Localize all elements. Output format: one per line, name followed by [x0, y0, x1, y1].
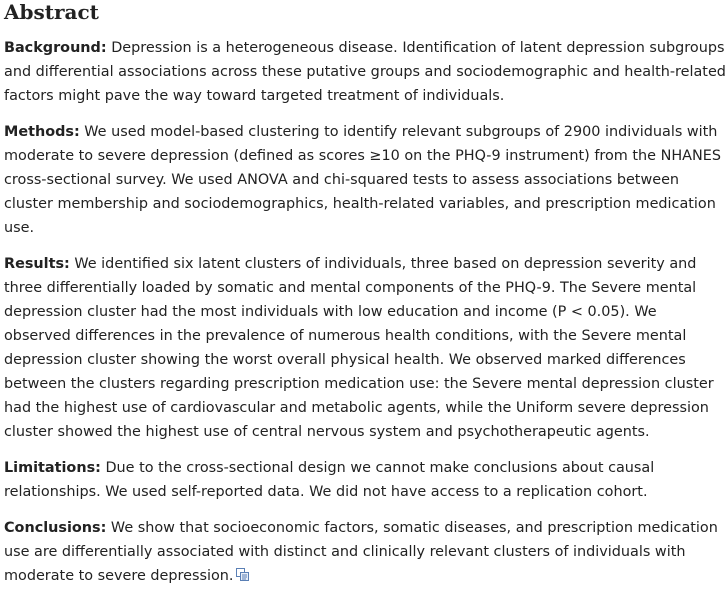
methods-paragraph [4, 120, 726, 240]
background-text: Depression is a heterogeneous disease. Identification of latent depression subgroups and differential associations across these putative groups and sociodemographic and health-related factors might pave the way toward targeted treatment of individuals. [4, 40, 726, 104]
conclusions-paragraph [4, 516, 726, 588]
abstract-heading: Abstract [4, 0, 99, 24]
methods-label: Methods: [4, 124, 80, 140]
conclusions-label: Conclusions: [4, 520, 107, 536]
methods-text: We used model-based clustering to identify relevant subgroups of 2900 individuals with moderate to severe depression (defined as scores ≥10 on the PHQ-9 instrument) from the NHANES cross-sectional survey. We used ANOVA and chi-squared tests to assess associations between cluster membership and sociodemographics, health-related variables, and prescription medication use. [4, 124, 722, 236]
background-paragraph [4, 36, 726, 108]
abstract-section [4, 0, 726, 588]
copy-icon[interactable] [236, 565, 249, 578]
limitations-text: Due to the cross-sectional design we cannot make conclusions about causal relationships. We used self-reported data. We did not have access to a replication cohort. [4, 460, 655, 500]
results-paragraph [4, 252, 726, 444]
limitations-paragraph [4, 456, 726, 504]
conclusions-text: We show that socioeconomic factors, somatic diseases, and prescription medication use are differentially associated with distinct and clinically relevant clusters of individuals with moderate to severe depression. [4, 520, 718, 584]
background-label: Background: [4, 40, 107, 56]
results-label: Results: [4, 256, 70, 272]
results-text: We identified six latent clusters of individuals, three based on depression severity and three differentially loaded by somatic and mental components of the PHQ-9. The Severe mental depression cluster had the most individuals with low education and income (P < 0.05). We observed differences in the prevalence of numerous health conditions, with the Severe mental depression cluster showing the worst overall physical health. We observed marked differences between the clusters regarding prescription medication use: the Severe mental depression cluster had the highest use of cardiovascular and metabolic agents, while the Uniform severe depression cluster showed the highest use of central nervous system and psychotherapeutic agents. [4, 256, 714, 440]
limitations-label: Limitations: [4, 460, 101, 476]
